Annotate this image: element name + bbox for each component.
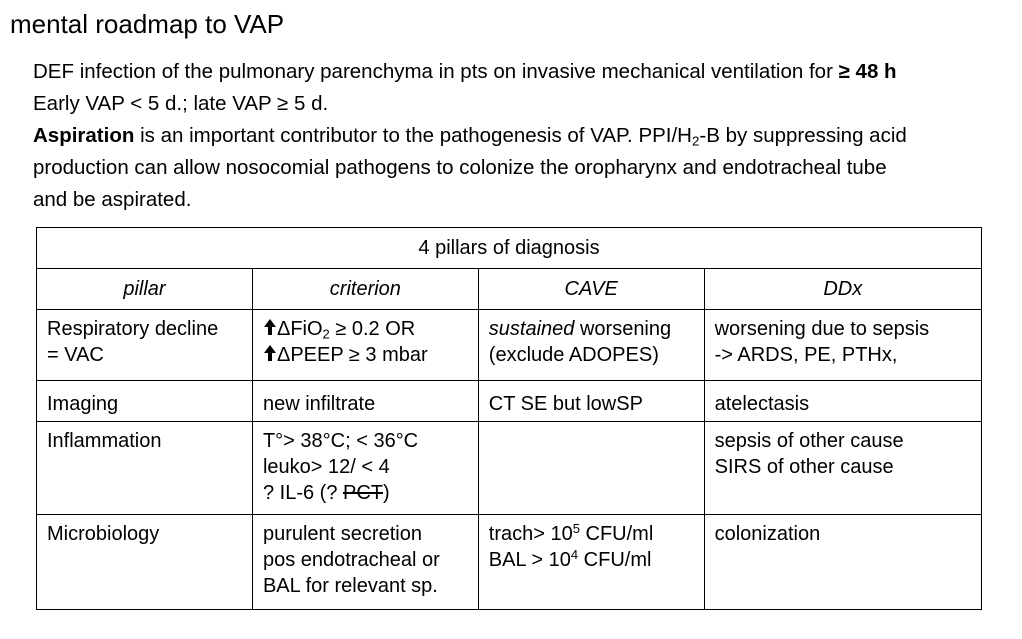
- cell-ddx: atelectasis: [704, 381, 981, 422]
- diagnosis-table: [36, 227, 982, 610]
- table-row: [37, 310, 982, 381]
- table-row: [37, 515, 982, 610]
- early-late-line: Early VAP < 5 d.; late VAP ≥ 5 d.: [33, 92, 329, 115]
- definition-line: DEF infection of the pulmonary parenchyma in pts on invasive mechanical ventilation for ≥ 48 h: [33, 60, 897, 83]
- cell-ddx: worsening due to sepsis -> ARDS, PE, PTHx,: [704, 310, 981, 381]
- def-threshold: ≥ 48 h: [838, 60, 897, 83]
- cell-cave: trach> $10^5$ CFU/ml BAL > $10^4$ CFU/ml: [478, 515, 704, 610]
- cell-pillar: Microbiology: [37, 515, 253, 610]
- cell-pillar: Imaging: [37, 381, 253, 422]
- aspiration-line-3: and be aspirated.: [33, 188, 192, 211]
- table-caption: 4 pillars of diagnosis: [37, 228, 982, 269]
- cell-criterion: purulent secretion pos endotracheal or BAL for relevant sp.: [252, 515, 478, 610]
- table-row: [37, 381, 982, 422]
- header-ddx: DDx: [704, 269, 981, 310]
- intro-text: [33, 56, 1018, 216]
- aspiration-line-2: production can allow nosocomial pathogens to colonize the oropharynx and endotracheal tube: [33, 156, 887, 179]
- cell-cave: sustained worsening (exclude ADOPES): [478, 310, 704, 381]
- cell-cave: [478, 422, 704, 515]
- cell-ddx: colonization: [704, 515, 981, 610]
- cell-ddx: sepsis of other cause SIRS of other cause: [704, 422, 981, 515]
- cell-cave: CT SE but lowSP: [478, 381, 704, 422]
- header-pillar: pillar: [37, 269, 253, 310]
- header-cave: CAVE: [478, 269, 704, 310]
- cell-pillar: Respiratory decline = VAC: [37, 310, 253, 381]
- aspiration-line: Aspiration is an important contributor to the pathogenesis of VAP. PPI/$H_2-B$ by suppressing acid: [33, 124, 907, 149]
- cell-pillar: Inflammation: [37, 422, 253, 515]
- header-criterion: criterion: [252, 269, 478, 310]
- aspiration-label: Aspiration: [33, 124, 135, 147]
- cell-criterion: T°> 38°C; < 36°C leuko> 12/ < 4 ? IL-6 (? PCT): [252, 422, 478, 515]
- cell-criterion: ΔFiO$_2$ ≥ 0.2 OR ΔPEEP ≥ 3 mbar: [252, 310, 478, 381]
- table-row: [37, 422, 982, 515]
- cell-criterion: new infiltrate: [252, 381, 478, 422]
- page-title: mental roadmap to VAP: [10, 9, 285, 39]
- arrow-up-icon: [263, 319, 277, 337]
- arrow-up-icon: [263, 345, 277, 363]
- def-label: DEF: [33, 60, 74, 83]
